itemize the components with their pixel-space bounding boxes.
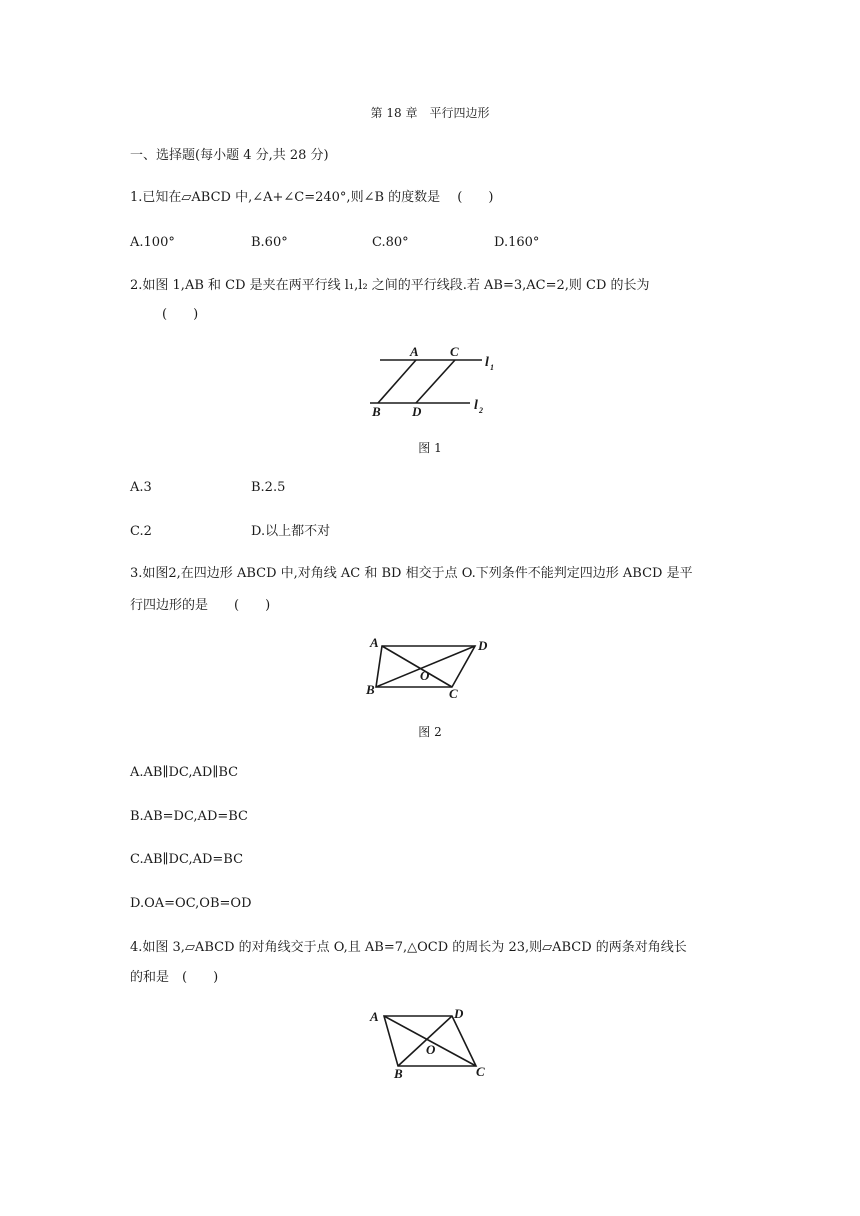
- fig3-label-c: C: [476, 1064, 485, 1079]
- q1-option-b: B.60°: [251, 235, 288, 250]
- q3-option-b: B.AB=DC,AD=BC: [130, 809, 249, 824]
- fig2-label-o: O: [420, 668, 430, 683]
- fig2-label-b: B: [366, 682, 375, 697]
- q3-option-d: D.OA=OC,OB=OD: [130, 896, 252, 911]
- fig3-label-b: B: [394, 1066, 403, 1081]
- fig1-label-b: B: [372, 404, 381, 419]
- q1-option-a: A.100°: [130, 235, 175, 250]
- fig1-label-a: A: [410, 344, 419, 359]
- fig2-label-a: A: [370, 635, 379, 650]
- figure-2-caption: 图 2: [418, 725, 442, 739]
- fig1-label-c: C: [450, 344, 459, 359]
- q2-option-b: B.2.5: [251, 480, 286, 495]
- q3-stem-line2: 行四边形的是 ( ): [130, 598, 271, 613]
- fig3-label-d: D: [454, 1006, 464, 1021]
- q3-option-c: C.AB∥DC,AD=BC: [130, 852, 244, 867]
- q2-stem-line2: ( ): [162, 307, 199, 322]
- q4-stem-line2: 的和是 ( ): [130, 970, 219, 985]
- segment-cd: [416, 360, 455, 403]
- q2-option-d: D.以上都不对: [251, 524, 331, 539]
- figure-1-diagram: [360, 340, 510, 420]
- figure-3-diagram: [364, 1002, 504, 1084]
- q3-stem-line1: 3.如图2,在四边形 ABCD 中,对角线 AC 和 BD 相交于点 O.下列条件不能判定四边形 ABCD 是平: [130, 566, 693, 581]
- q4-stem-line1: 4.如图 3,▱ABCD 的对角线交于点 O,且 AB=7,△OCD 的周长为 23,则▱ABCD 的两条对角线长: [130, 940, 687, 955]
- fig1-label-l2-sub: 2: [479, 406, 483, 415]
- diagonal-bd: [398, 1016, 452, 1066]
- q1-option-d: D.160°: [494, 235, 540, 250]
- fig1-label-l1: l: [485, 355, 489, 370]
- fig3-label-a: A: [370, 1009, 379, 1024]
- page-title: 第 18 章 平行四边形: [370, 106, 490, 120]
- fig2-label-c: C: [449, 686, 458, 701]
- q2-option-c: C.2: [130, 524, 152, 539]
- q2-stem-line1: 2.如图 1,AB 和 CD 是夹在两平行线 l₁,l₂ 之间的平行线段.若 AB=3,AC=2,则 CD 的长为: [130, 278, 650, 293]
- fig1-label-l1-sub: 1: [490, 363, 494, 372]
- diagonal-ac: [384, 1016, 476, 1066]
- figure-1-caption: 图 1: [418, 441, 442, 455]
- segment-ab: [378, 360, 416, 403]
- section-heading: 一、选择题(每小题 4 分,共 28 分): [130, 148, 329, 163]
- fig1-label-l2: l: [474, 398, 478, 413]
- fig1-label-d: D: [412, 404, 422, 419]
- q1-stem: 1.已知在▱ABCD 中,∠A+∠C=240°,则∠B 的度数是 ( ): [130, 190, 494, 205]
- fig2-label-d: D: [478, 638, 488, 653]
- q3-option-a: A.AB∥DC,AD∥BC: [130, 765, 239, 780]
- fig3-label-o: O: [426, 1042, 436, 1057]
- q1-option-c: C.80°: [372, 235, 409, 250]
- figure-2-diagram: [362, 632, 502, 704]
- q2-option-a: A.3: [130, 480, 152, 495]
